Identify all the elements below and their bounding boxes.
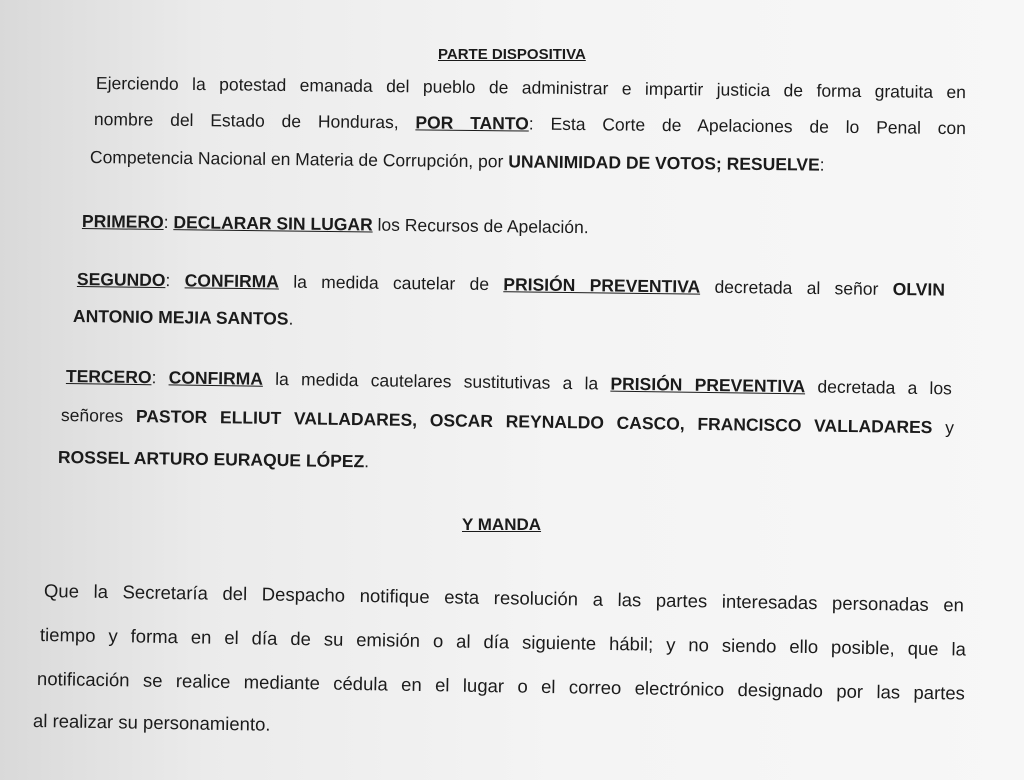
- intro-line-3: [90, 146, 825, 176]
- segundo-line-1: [77, 268, 945, 301]
- por-tanto: POR TANTO: [415, 112, 529, 134]
- section-title: PARTE DISPOSITIVA: [438, 46, 586, 63]
- manda-line-4: al realizar su personamiento.: [32, 710, 271, 735]
- intro-text: : Esta Corte de Apelaciones de lo Penal con: [528, 113, 967, 139]
- tercero-text: y: [932, 417, 955, 438]
- tercero-names: PASTOR ELLIUT VALLADARES, OSCAR REYNALDO CASCO, FRANCISCO VALLADARES: [135, 406, 933, 438]
- period: .: [364, 451, 370, 472]
- separator: :: [163, 211, 174, 233]
- manda-title: Y MANDA: [462, 515, 542, 534]
- manda-line-3: notificación se realice mediante cédula en el lugar o el correo electrónico designado por las partes: [36, 668, 966, 704]
- separator: :: [165, 270, 185, 291]
- segundo-label: SEGUNDO: [76, 269, 166, 291]
- segundo-text: la medida cautelar de: [278, 271, 504, 295]
- tercero-text: decretada a los: [805, 376, 953, 399]
- primero-paragraph: [82, 210, 589, 238]
- segundo-action: CONFIRMA: [184, 270, 280, 292]
- primero-text: los Recursos de Apelación.: [372, 214, 589, 238]
- tercero-action: CONFIRMA: [168, 367, 264, 389]
- intro-text: nombre del Estado de Honduras,: [93, 109, 416, 133]
- tercero-text: la medida cautelares sustitutivas a la: [262, 368, 611, 394]
- tercero-names: ROSSEL ARTURO EURAQUE LÓPEZ: [57, 447, 365, 472]
- intro-line-1: Ejerciendo la potestad emanada del pueblo de administrar e impartir justicia de forma gratuita en: [95, 73, 967, 103]
- manda-line-2: tiempo y forma en el día de su emisión o al día siguiente hábil; y no siendo ello posible, que la: [39, 624, 967, 660]
- manda-line-1: Que la Secretaría del Despacho notifique esta resolución a las partes interesadas personadas en: [43, 580, 965, 616]
- period: .: [288, 308, 294, 329]
- tercero-line-2: [61, 404, 954, 438]
- tercero-line-1: [66, 365, 952, 399]
- intro-line-2: [94, 108, 966, 139]
- tercero-measure: PRISIÓN PREVENTIVA: [610, 373, 806, 397]
- primero-action: DECLARAR SIN LUGAR: [173, 212, 373, 235]
- segundo-measure: PRISIÓN PREVENTIVA: [503, 274, 701, 297]
- segundo-name: OLVIN: [892, 278, 946, 300]
- intro-text: Competencia Nacional en Materia de Corrupción, por: [89, 147, 509, 172]
- segundo-line-2: [73, 305, 294, 330]
- tercero-line-3: [58, 446, 369, 472]
- separator: :: [151, 367, 169, 388]
- primero-label: PRIMERO: [81, 211, 164, 232]
- intro-text: :: [819, 154, 825, 175]
- segundo-text: decretada al señor: [700, 276, 893, 299]
- tercero-label: TERCERO: [65, 366, 152, 388]
- segundo-name: ANTONIO MEJIA SANTOS: [72, 306, 289, 329]
- unanimidad: UNANIMIDAD DE VOTOS; RESUELVE: [508, 151, 820, 175]
- tercero-text: señores: [60, 405, 137, 427]
